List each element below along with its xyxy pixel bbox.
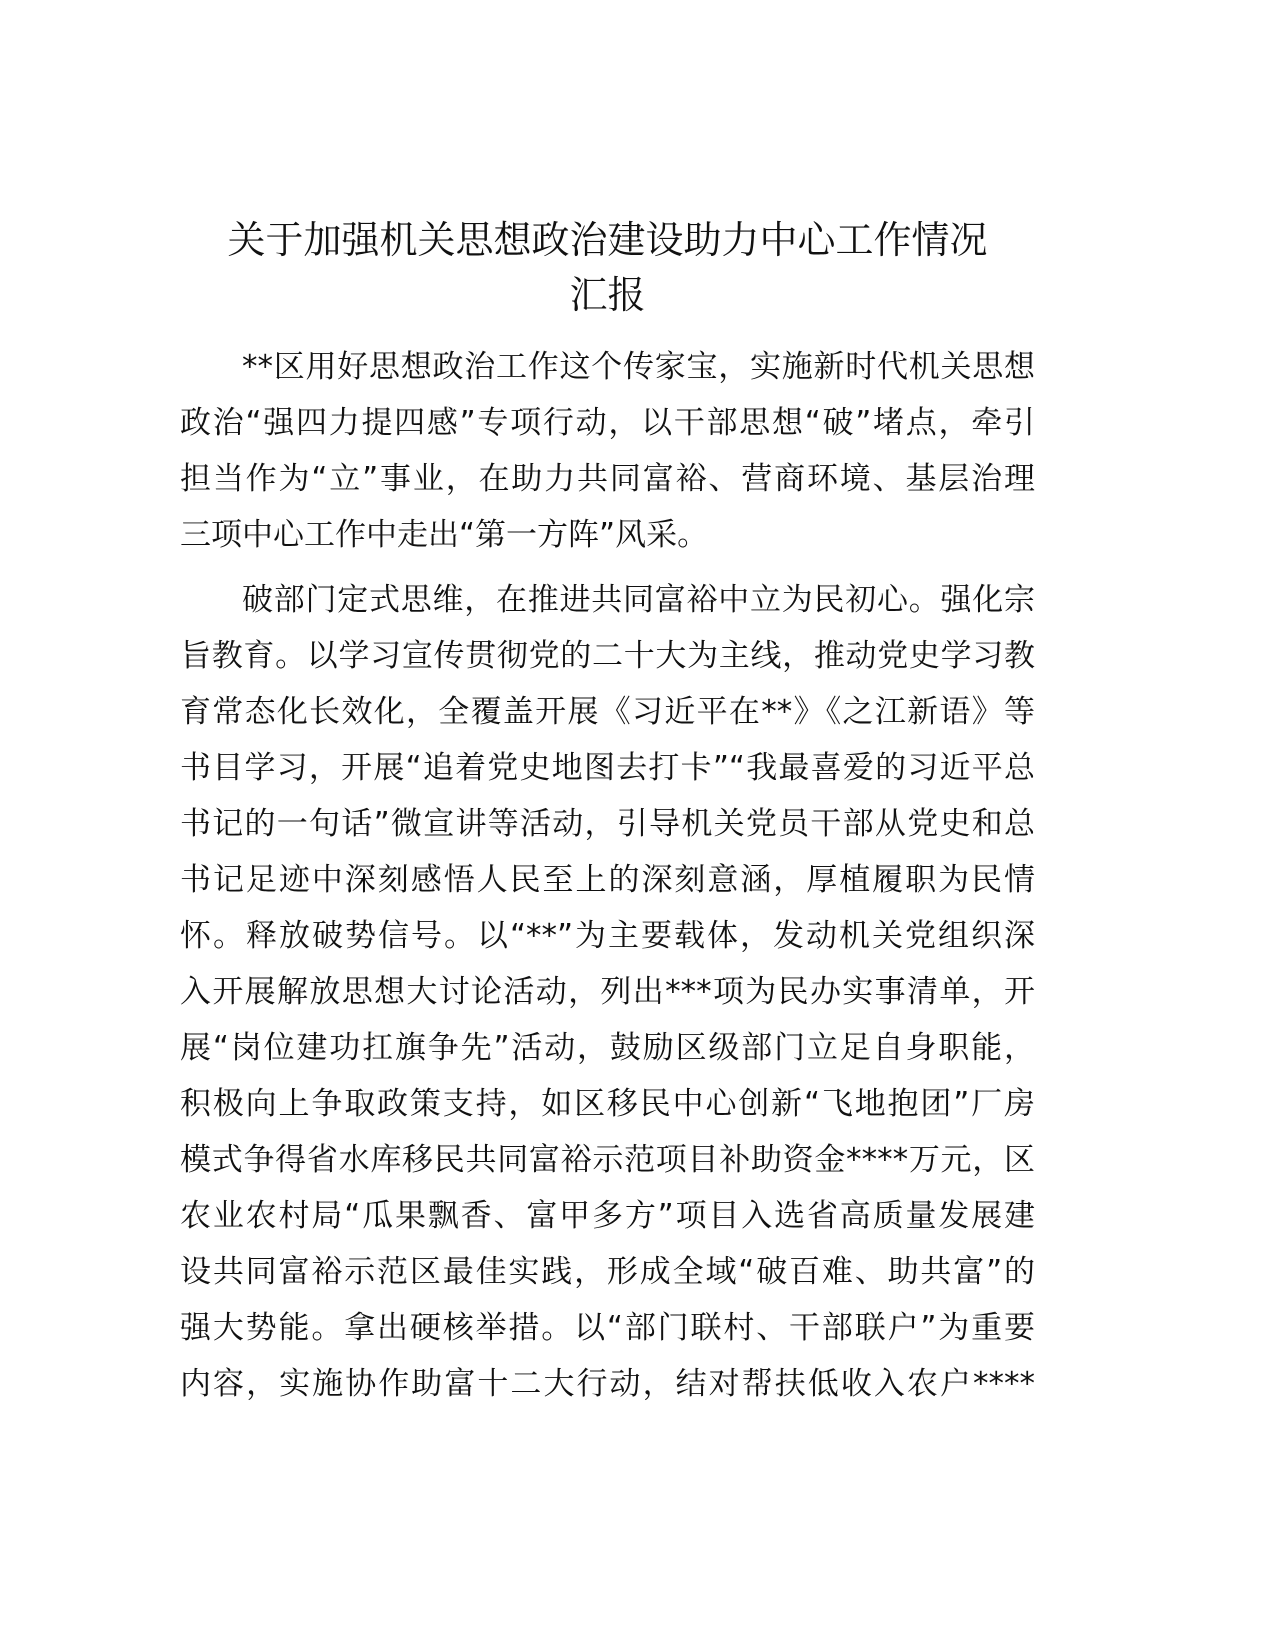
paragraph-1 [180, 339, 1035, 563]
text-line: 三项中心工作中走出“第一方阵”风采。 [180, 517, 709, 553]
text-line: 书记的一句话”微宣讲等活动，引导机关党员干部从党史和总 [180, 806, 1035, 842]
document-title-line-2: 汇报 [569, 273, 646, 317]
text-line: **区用好思想政治工作这个传家宝，实施新时代机关思想 [242, 349, 1035, 385]
text-line: 强大势能。拿出硬核举措。以“部门联村、干部联户”为重要 [180, 1310, 1035, 1346]
text-line: 积极向上争取政策支持，如区移民中心创新“飞地抱团”厂房 [180, 1086, 1035, 1122]
text-line: 入开展解放思想大讨论活动，列出***项为民办实事清单，开 [180, 974, 1035, 1010]
document-title-line-1: 关于加强机关思想政治建设助力中心工作情况 [227, 218, 988, 262]
text-line: 农业农村局“瓜果飘香、富甲多方”项目入选省高质量发展建 [180, 1198, 1035, 1234]
text-line: 书记足迹中深刻感悟人民至上的深刻意涵，厚植履职为民情 [180, 862, 1035, 898]
text-line: 展“岗位建功扛旗争先”活动，鼓励区级部门立足自身职能， [180, 1030, 1035, 1066]
text-line: 模式争得省水库移民共同富裕示范项目补助资金****万元，区 [180, 1142, 1035, 1178]
paragraph-2 [180, 572, 1035, 1412]
text-line: 书目学习，开展“追着党史地图去打卡”“我最喜爱的习近平总 [180, 750, 1035, 786]
text-line: 担当作为“立”事业，在助力共同富裕、营商环境、基层治理 [180, 461, 1035, 497]
text-line: 设共同富裕示范区最佳实践，形成全域“破百难、助共富”的 [180, 1254, 1035, 1290]
text-line: 怀。释放破势信号。以“**”为主要载体，发动机关党组织深 [180, 918, 1035, 954]
text-line: 破部门定式思维，在推进共同富裕中立为民初心。强化宗 [242, 582, 1035, 618]
text-line: 内容，实施协作助富十二大行动，结对帮扶低收入农户**** [180, 1366, 1035, 1402]
text-line: 旨教育。以学习宣传贯彻党的二十大为主线，推动党史学习教 [180, 638, 1035, 674]
text-line: 政治“强四力提四感”专项行动，以干部思想“破”堵点，牵引 [180, 405, 1035, 441]
text-line: 育常态化长效化，全覆盖开展《习近平在**》《之江新语》等 [180, 694, 1035, 730]
